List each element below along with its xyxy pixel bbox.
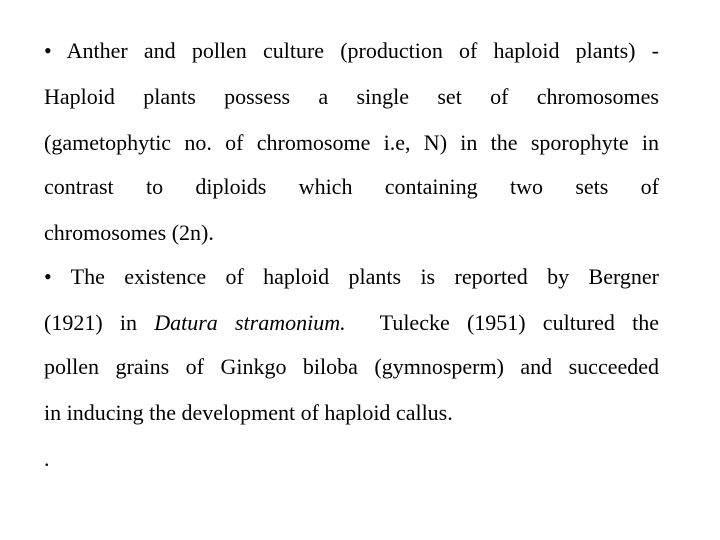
paragraph-2-line-2 xyxy=(44,310,659,336)
paragraph-1-line-5: chromosomes (2n). xyxy=(44,220,214,245)
line-2-prefix: (1921) in xyxy=(44,310,155,335)
species-name: Datura stramonium. xyxy=(154,310,346,335)
paragraph-1-line-3: (gametophytic no. of chromosome i.e, N) in the sporophyte in xyxy=(44,130,659,155)
line-2-suffix: Tulecke (1951) cultured the xyxy=(345,310,659,335)
paragraph-2-line-4: in inducing the development of haploid callus. xyxy=(44,400,453,425)
paragraph-1-line-4: contrast to diploids which containing two sets of xyxy=(44,174,659,199)
paragraph-2-line-3: pollen grains of Ginkgo biloba (gymnosperm) and succeeded xyxy=(44,354,659,379)
trailing-period: . xyxy=(44,446,50,471)
paragraph-2-line-1: • The existence of haploid plants is reported by Bergner xyxy=(44,264,659,289)
paragraph-1-line-1: • Anther and pollen culture (production of haploid plants) - xyxy=(44,38,659,63)
paragraph-1-line-2: Haploid plants possess a single set of chromosomes xyxy=(44,84,659,109)
